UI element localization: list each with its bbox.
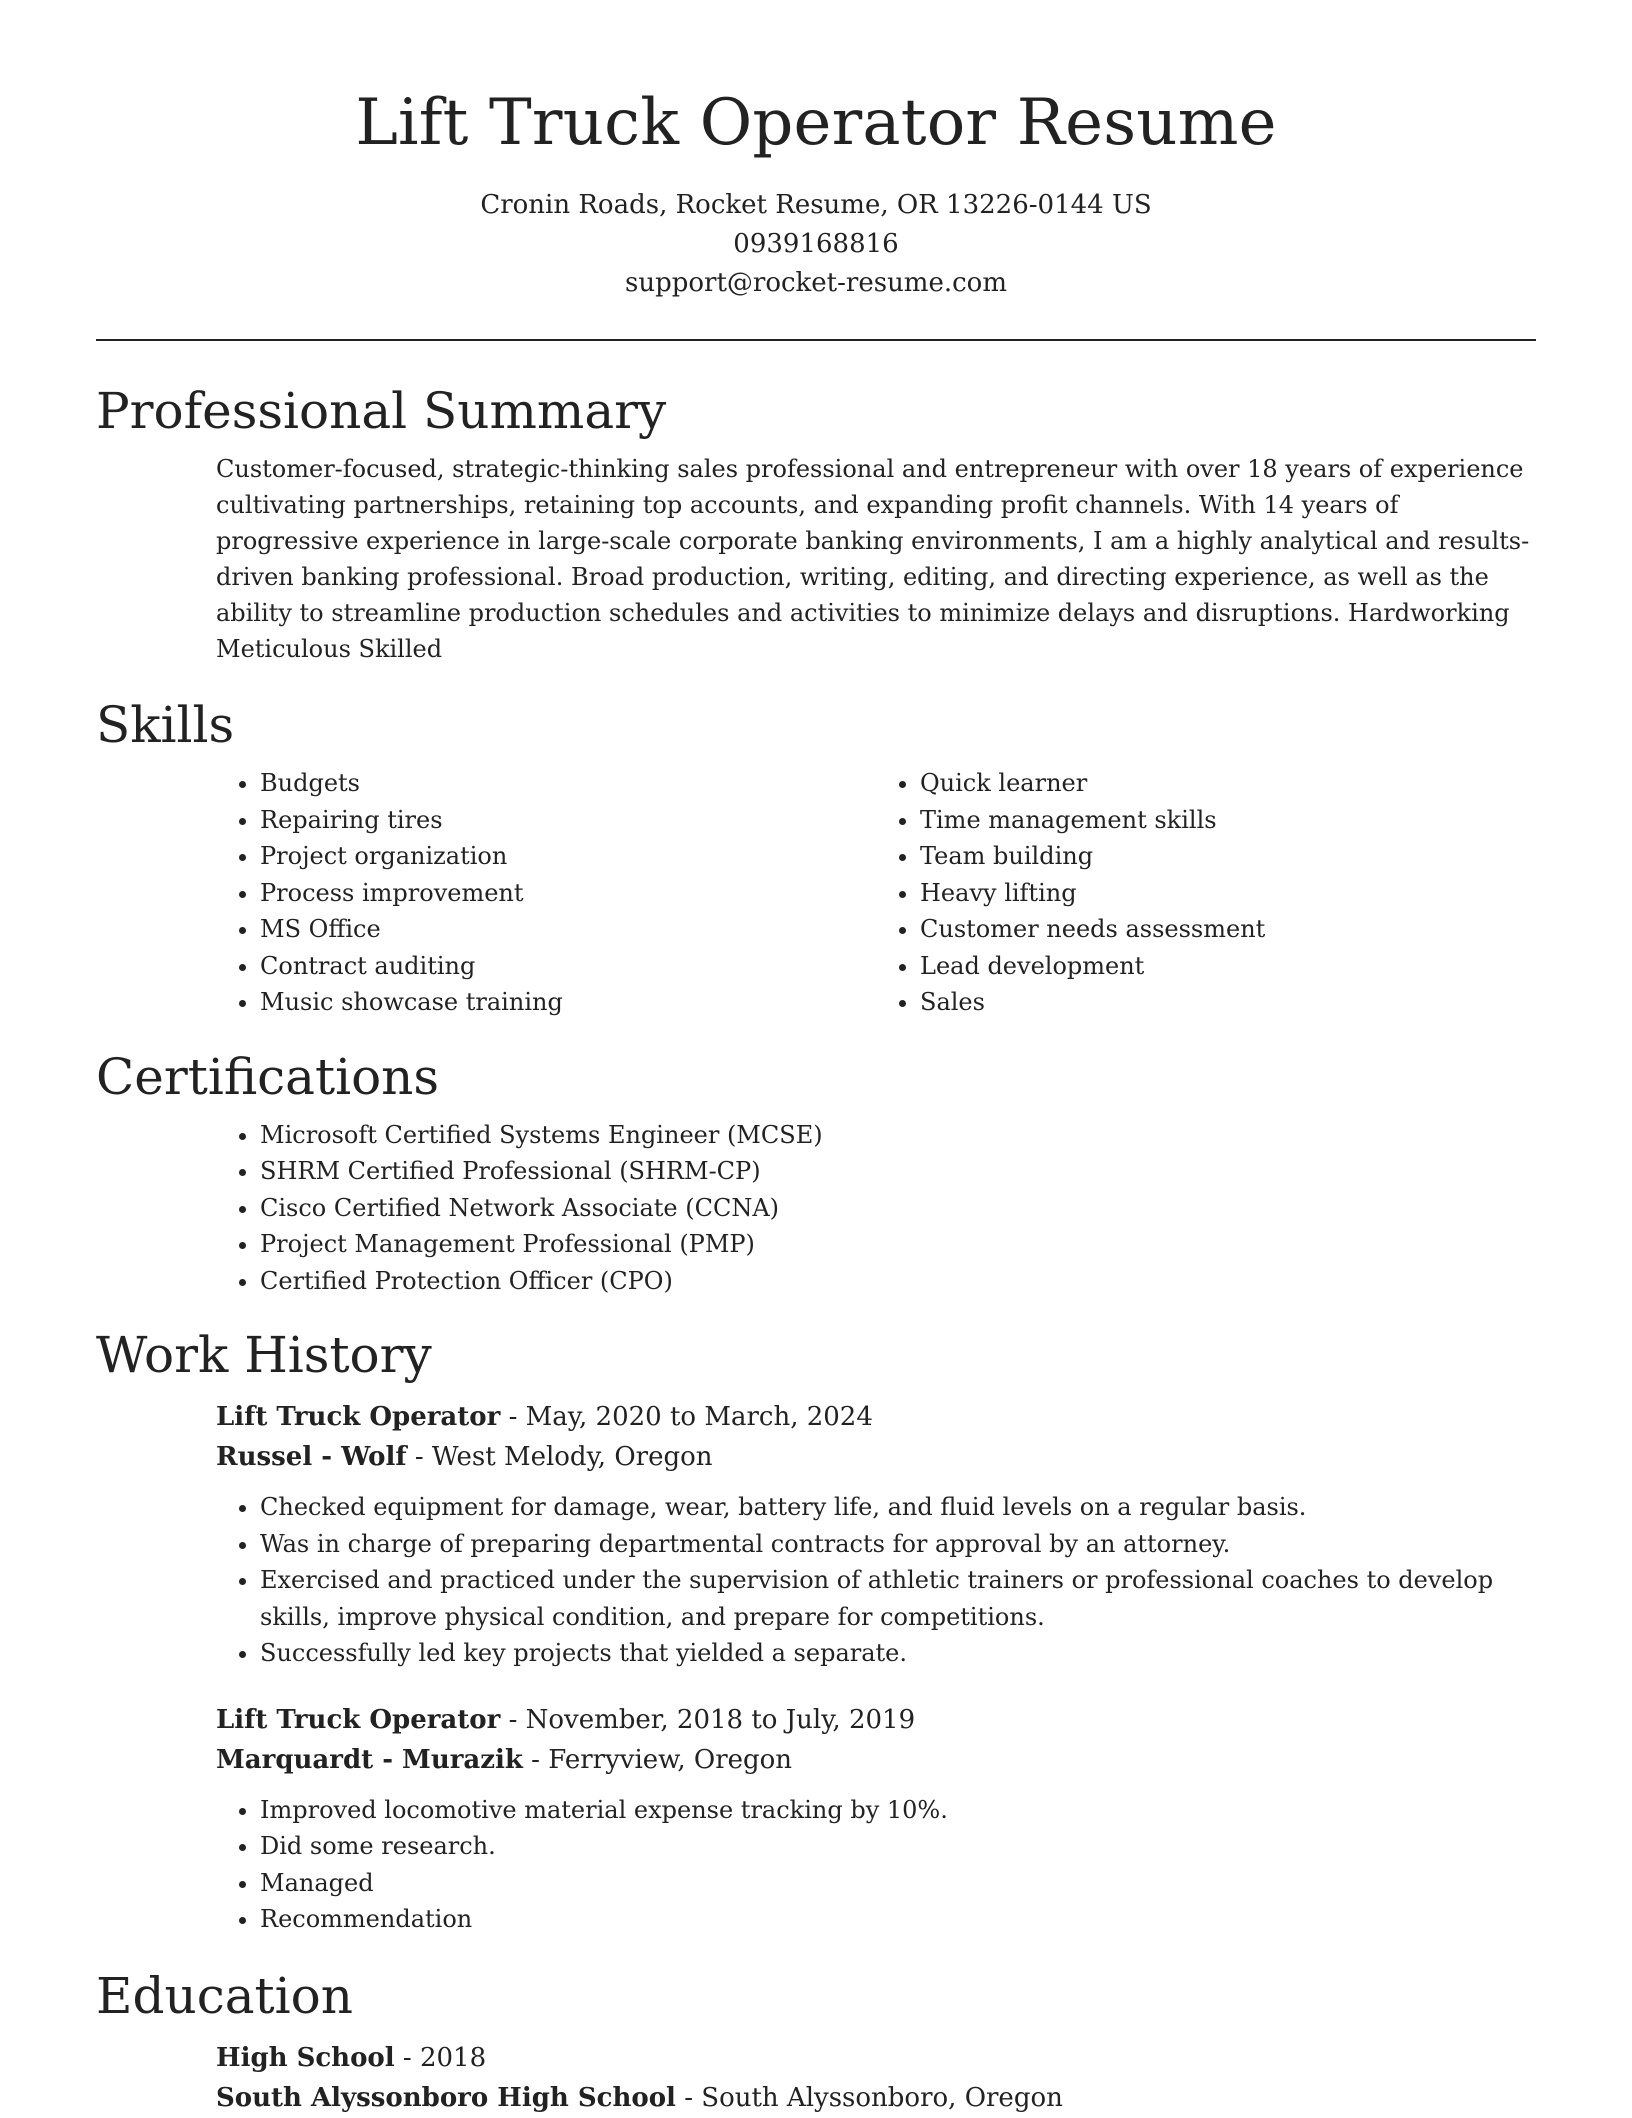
skill-item: • Quick learner xyxy=(920,765,1536,802)
job-location: - Ferryview, Oregon xyxy=(522,1744,793,1775)
work-history-heading: Work History xyxy=(96,1326,432,1385)
certifications-heading: Certifications xyxy=(96,1047,440,1106)
job-company: Marquardt - Murazik xyxy=(216,1744,523,1775)
job-entry xyxy=(216,1700,1536,1938)
contact-email: support@rocket-resume.com xyxy=(624,268,1007,299)
skills-list-right xyxy=(876,765,1536,1021)
job-bullet: • Exercised and practiced under the supervision of athletic trainers or professional coaches to develop skills, improve physical condition, and prepare for competitions. xyxy=(260,1562,1536,1635)
contact-info xyxy=(96,186,1536,303)
job-bullets xyxy=(216,1792,1536,1938)
certification-item: • Project Management Professional (PMP) xyxy=(260,1226,1536,1263)
education-section xyxy=(96,1966,1536,2118)
job-dates: - May, 2020 to March, 2024 xyxy=(500,1402,873,1433)
job-bullet: • Successfully led key projects that yielded a separate. xyxy=(260,1635,1536,1672)
skill-item: • Repairing tires xyxy=(260,802,876,839)
skill-item: • Sales xyxy=(920,984,1536,1021)
job-bullets xyxy=(216,1489,1536,1672)
skills-columns xyxy=(216,765,1536,1021)
skill-item: • Music showcase training xyxy=(260,984,876,1021)
skills-heading: Skills xyxy=(96,696,235,755)
job-bullet: • Recommendation xyxy=(260,1901,1536,1938)
skill-item: • Budgets xyxy=(260,765,876,802)
contact-address: Cronin Roads, Rocket Resume, OR 13226-0144 US xyxy=(480,190,1152,221)
job-entry xyxy=(216,1397,1536,1672)
education-location: - South Alyssonboro, Oregon xyxy=(675,2082,1063,2113)
certification-item: • Cisco Certified Network Associate (CCNA) xyxy=(260,1190,1536,1227)
header-divider xyxy=(96,339,1536,341)
certification-item: • Microsoft Certified Systems Engineer (MCSE) xyxy=(260,1117,1536,1154)
job-bullet: • Did some research. xyxy=(260,1828,1536,1865)
job-bullet: • Managed xyxy=(260,1865,1536,1902)
education-degree-line xyxy=(216,2038,1536,2078)
education-year: - 2018 xyxy=(394,2042,487,2073)
certifications-list xyxy=(216,1117,1536,1300)
certifications-section xyxy=(96,1047,1536,1300)
job-company: Russel - Wolf xyxy=(216,1442,407,1473)
job-location: - West Melody, Oregon xyxy=(406,1442,713,1473)
job-bullet: • Checked equipment for damage, wear, battery life, and fluid levels on a regular basis. xyxy=(260,1489,1536,1526)
job-title-line xyxy=(216,1700,1536,1740)
skill-item: • Heavy lifting xyxy=(920,875,1536,912)
resume-title: Lift Truck Operator Resume xyxy=(355,86,1277,160)
certification-item: • SHRM Certified Professional (SHRM-CP) xyxy=(260,1153,1536,1190)
job-title: Lift Truck Operator xyxy=(216,1704,501,1735)
education-entry xyxy=(216,2038,1536,2118)
skill-item: • MS Office xyxy=(260,911,876,948)
job-title: Lift Truck Operator xyxy=(216,1402,501,1433)
skill-item: • Project organization xyxy=(260,838,876,875)
job-title-line xyxy=(216,1397,1536,1437)
job-company-line xyxy=(216,1437,1536,1477)
skills-section xyxy=(96,695,1536,1021)
summary-text: Customer-focused, strategic-thinking sales professional and entrepreneur with over 18 years of experience cultivating partnerships, retaining top accounts, and expanding profit channels. With 14 years of progressive experience in large-scale corporate banking environments, I am a highly analytical and results-driven banking professional. Broad production, writing, editing, and directing experience, as well as the ability to streamline production schedules and activities to minimize delays and disruptions. Hardworking Meticulous Skilled xyxy=(216,455,1530,664)
education-degree: High School xyxy=(216,2042,395,2073)
skill-item: • Process improvement xyxy=(260,875,876,912)
skill-item: • Team building xyxy=(920,838,1536,875)
skills-list-left xyxy=(216,765,876,1021)
certification-item: • Certified Protection Officer (CPO) xyxy=(260,1263,1536,1300)
summary-section xyxy=(96,381,1536,667)
job-bullet: • Was in charge of preparing departmental contracts for approval by an attorney. xyxy=(260,1526,1536,1563)
skill-item: • Contract auditing xyxy=(260,948,876,985)
job-bullet: • Improved locomotive material expense tracking by 10%. xyxy=(260,1792,1536,1829)
contact-phone: 0939168816 xyxy=(733,229,899,260)
education-heading: Education xyxy=(96,1966,353,2025)
education-school: South Alyssonboro High School xyxy=(216,2082,676,2113)
skill-item: • Time management skills xyxy=(920,802,1536,839)
job-dates: - November, 2018 to July, 2019 xyxy=(500,1704,916,1735)
work-history-section xyxy=(96,1325,1536,1938)
skill-item: • Lead development xyxy=(920,948,1536,985)
summary-heading: Professional Summary xyxy=(96,382,667,441)
job-company-line xyxy=(216,1740,1536,1780)
skill-item: • Customer needs assessment xyxy=(920,911,1536,948)
resume-header xyxy=(96,0,1536,303)
